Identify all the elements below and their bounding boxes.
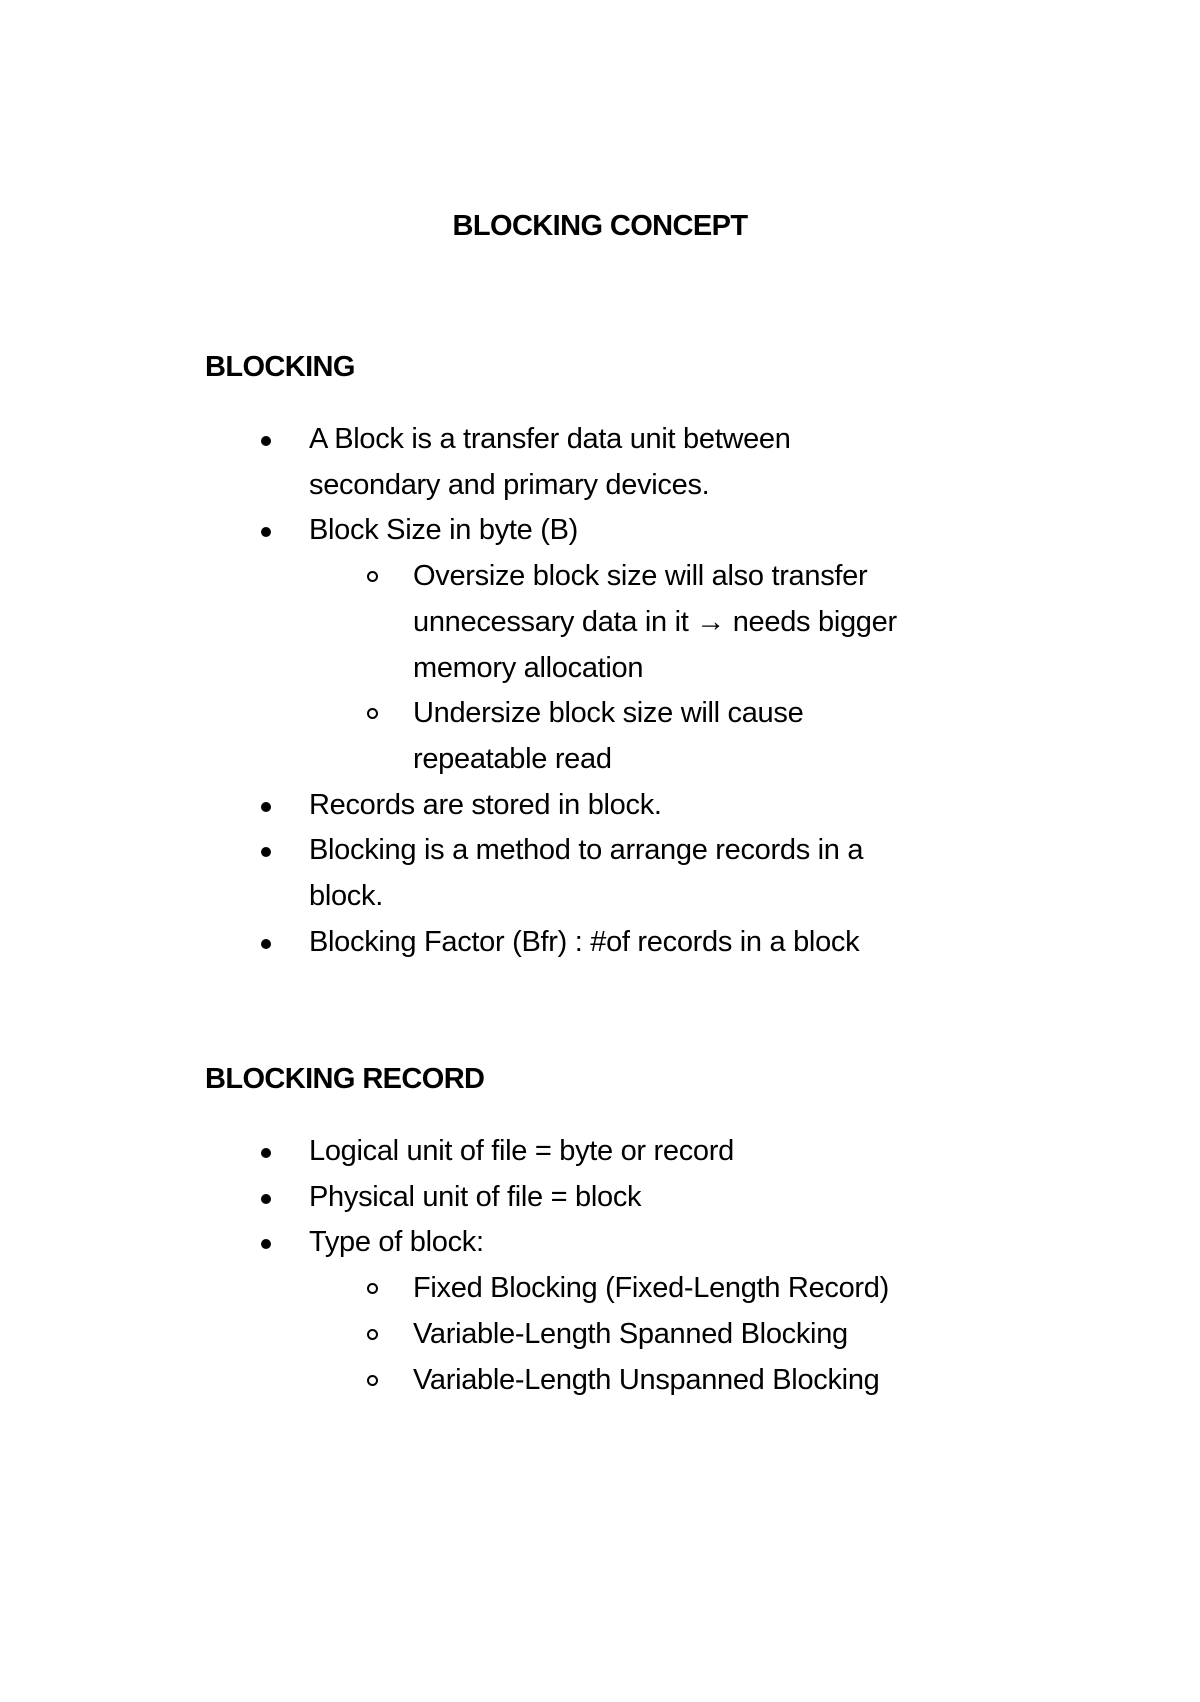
bullet-icon — [261, 1239, 271, 1249]
list-item — [205, 783, 965, 829]
list-item — [205, 417, 869, 508]
sub-list-item — [309, 554, 953, 691]
list-item-text: A Block is a transfer data unit between secondary and primary devices. — [309, 423, 791, 501]
list-item — [205, 1129, 965, 1175]
circle-bullet-icon — [367, 1329, 378, 1340]
sub-list-item-text: Variable-Length Spanned Blocking — [413, 1317, 848, 1350]
section-heading: BLOCKING — [205, 351, 355, 383]
section-blocking-record — [205, 1059, 1005, 1403]
bullet-icon — [261, 436, 271, 446]
bullet-icon — [261, 847, 271, 857]
list-item-text: Logical unit of file = byte or record — [309, 1135, 734, 1167]
sub-list-item — [309, 1358, 965, 1404]
bullet-icon — [261, 1148, 271, 1158]
list-item — [205, 1175, 965, 1221]
sub-list — [309, 1266, 965, 1403]
circle-bullet-icon — [367, 708, 378, 719]
sub-list-item — [309, 691, 863, 782]
list-item — [205, 828, 929, 919]
list-item-text: Type of block: — [309, 1226, 484, 1259]
sub-list-item — [309, 1312, 965, 1358]
section-blocking — [205, 347, 1005, 965]
bullet-list — [205, 1129, 965, 1403]
list-item-text: Blocking Factor (Bfr) : #of records in a block — [309, 925, 860, 958]
circle-bullet-icon — [367, 1283, 378, 1294]
bullet-icon — [261, 1194, 271, 1204]
sub-list — [309, 554, 965, 783]
list-item-text: Blocking is a method to arrange records in a block. — [309, 834, 864, 913]
list-item-text: Physical unit of file = block — [309, 1180, 642, 1213]
sub-list-item-text: Fixed Blocking (Fixed-Length Record) — [413, 1272, 889, 1305]
sub-list-item-text: Undersize block size will cause repeatable read — [413, 697, 804, 775]
bullet-icon — [261, 939, 271, 949]
bullet-icon — [261, 802, 271, 812]
list-item — [205, 1220, 965, 1403]
section-heading: BLOCKING RECORD — [205, 1063, 485, 1095]
bullet-icon — [261, 527, 271, 537]
circle-bullet-icon — [367, 571, 378, 582]
list-item-text: Records are stored in block. — [309, 788, 662, 821]
sub-list-item — [309, 1266, 965, 1312]
bullet-list — [205, 417, 965, 965]
sub-list-item-text: Oversize block size will also transfer unnecessary data in it → needs bigger memory allocation — [413, 560, 897, 684]
list-item — [205, 920, 965, 966]
document-title: BLOCKING CONCEPT — [452, 210, 748, 242]
list-item-text: Block Size in byte (B) — [309, 514, 578, 547]
sub-list-item-text: Variable-Length Unspanned Blocking — [413, 1363, 880, 1396]
circle-bullet-icon — [367, 1375, 378, 1386]
list-item — [205, 508, 965, 782]
